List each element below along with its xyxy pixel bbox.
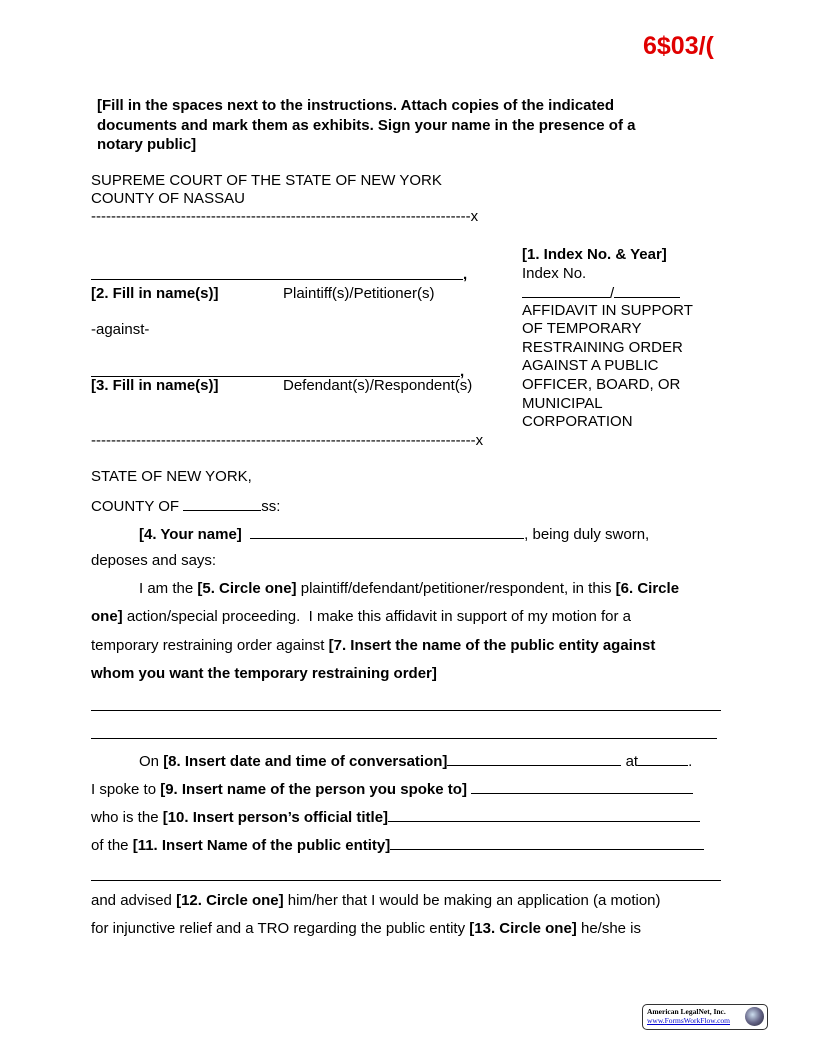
doc-title: OF TEMPORARY <box>522 320 642 337</box>
your-name-field[interactable] <box>250 524 524 539</box>
deposes-text: deposes and says: <box>91 552 217 569</box>
official-title-field[interactable] <box>388 807 700 822</box>
globe-icon <box>745 1007 764 1026</box>
date-field[interactable] <box>447 751 621 766</box>
doc-title: CORPORATION <box>522 413 633 430</box>
comma: , <box>460 363 465 380</box>
plaintiff-name-line[interactable] <box>91 279 463 280</box>
doc-title: MUNICIPAL <box>522 395 603 412</box>
entity-line[interactable] <box>91 880 721 881</box>
defendant-role: Defendant(s)/Respondent(s) <box>283 377 473 394</box>
instructions-line: notary public] <box>97 136 197 153</box>
conversation-line: On [8. Insert date and time of conversation] at . <box>139 753 693 770</box>
defendant-label: [3. Fill in name(s)] <box>91 377 219 394</box>
against-text: -against- <box>91 321 150 338</box>
person-field[interactable] <box>471 779 693 794</box>
index-no-field[interactable]: / <box>522 283 680 303</box>
paragraph-line: one] action/special proceeding. I make this affidavit in support of my motion for a <box>91 608 631 625</box>
spoke-line: I spoke to [9. Insert name of the person you spoke to] <box>91 779 693 799</box>
doc-title: RESTRAINING ORDER <box>522 339 683 356</box>
doc-title: AGAINST A PUBLIC <box>522 357 659 374</box>
paragraph-line: and advised [12. Circle one] him/her that I would be making an application (a motion) <box>91 892 661 909</box>
index-label: [1. Index No. & Year] <box>522 246 667 263</box>
time-field[interactable] <box>638 751 688 766</box>
paragraph-line: I am the [5. Circle one] plaintiff/defendant/petitioner/respondent, in this [6. Circle <box>139 580 680 597</box>
comma: , <box>463 266 468 283</box>
court-name: SUPREME COURT OF THE STATE OF NEW YORK <box>91 172 442 189</box>
legalnet-logo[interactable] <box>642 1004 768 1030</box>
index-no-label: Index No. <box>522 265 587 282</box>
venue-county: COUNTY OF ss: <box>91 498 281 515</box>
county-field[interactable] <box>183 496 261 511</box>
paragraph-line: temporary restraining order against [7. Insert the name of the public entity against <box>91 637 656 654</box>
court-county: COUNTY OF NASSAU <box>91 190 245 207</box>
entity-name-line: of the [11. Insert Name of the public entity] <box>91 835 704 855</box>
entity-line[interactable] <box>91 738 717 739</box>
entity-line[interactable] <box>91 710 721 711</box>
caption-divider: -----------------------------------------------------------------------------x <box>91 432 484 449</box>
logo-url[interactable]: www.FormsWorkFlow.com <box>647 1016 731 1025</box>
plaintiff-role: Plaintiff(s)/Petitioner(s) <box>283 285 435 302</box>
doc-title: OFFICER, BOARD, OR <box>522 376 681 393</box>
entity-name-field[interactable] <box>390 835 704 850</box>
stamp-text: 6$03/( <box>643 32 714 60</box>
title-line: who is the [10. Insert person’s official title] <box>91 807 700 827</box>
paragraph-line: whom you want the temporary restraining order] <box>91 665 437 682</box>
instructions-line: [Fill in the spaces next to the instructions. Attach copies of the indicated <box>97 97 615 114</box>
plaintiff-label: [2. Fill in name(s)] <box>91 285 219 302</box>
paragraph-line: for injunctive relief and a TRO regarding the public entity [13. Circle one] he/she is <box>91 920 642 937</box>
your-name-line: [4. Your name] , being duly sworn, <box>139 526 650 543</box>
caption-divider: ----------------------------------------------------------------------------x <box>91 208 479 225</box>
doc-title: AFFIDAVIT IN SUPPORT <box>522 302 693 319</box>
logo-name: American LegalNet, Inc. <box>647 1007 726 1016</box>
instructions-line: documents and mark them as exhibits. Sign your name in the presence of a <box>97 117 636 134</box>
venue-state: STATE OF NEW YORK, <box>91 468 252 485</box>
